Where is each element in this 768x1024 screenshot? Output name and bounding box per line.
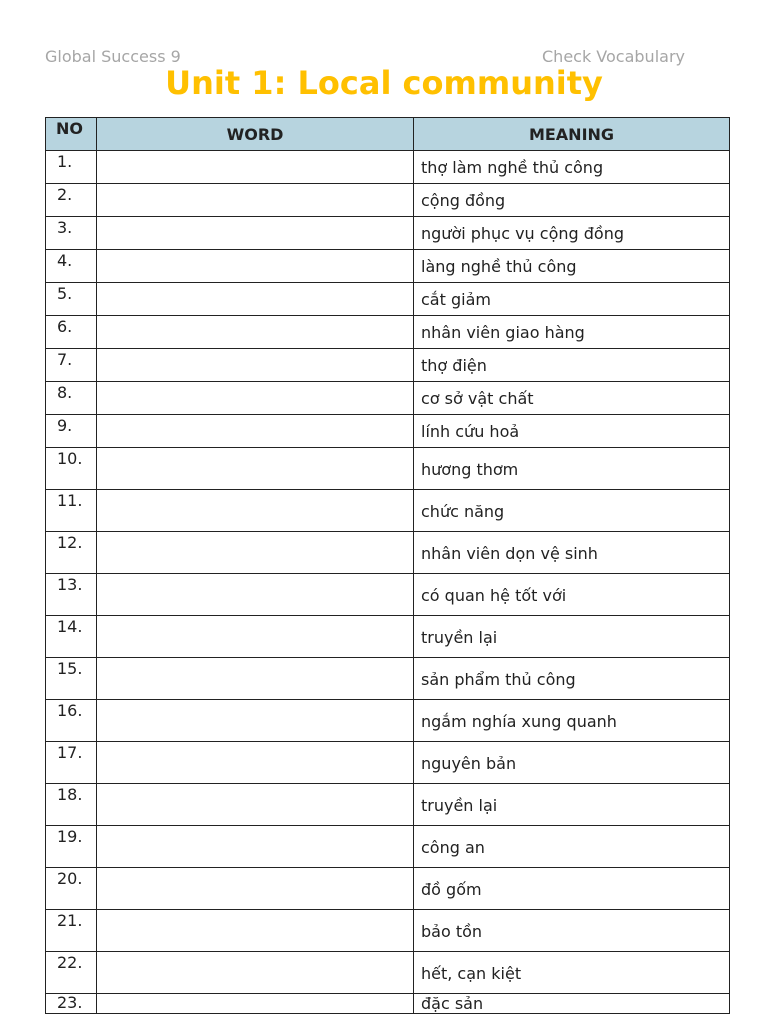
table-row (46, 151, 730, 184)
word-cell[interactable] (97, 184, 414, 217)
table-row (46, 784, 730, 826)
meaning-cell: truyền lại (414, 616, 730, 658)
row-number: 2. (46, 184, 97, 217)
table-row (46, 700, 730, 742)
table-row (46, 868, 730, 910)
word-cell[interactable] (97, 826, 414, 868)
meaning-cell: hết, cạn kiệt (414, 952, 730, 994)
row-number: 18. (46, 784, 97, 826)
row-number: 11. (46, 490, 97, 532)
word-cell[interactable] (97, 217, 414, 250)
word-cell[interactable] (97, 283, 414, 316)
word-cell[interactable] (97, 742, 414, 784)
table-row (46, 910, 730, 952)
word-cell[interactable] (97, 250, 414, 283)
word-cell[interactable] (97, 532, 414, 574)
meaning-cell: có quan hệ tốt với (414, 574, 730, 616)
table-row (46, 250, 730, 283)
row-number: 12. (46, 532, 97, 574)
word-cell[interactable] (97, 700, 414, 742)
course-label: Global Success 9 (45, 47, 181, 66)
word-cell[interactable] (97, 415, 414, 448)
meaning-cell: làng nghề thủ công (414, 250, 730, 283)
row-number: 9. (46, 415, 97, 448)
column-header-meaning: MEANING (414, 118, 730, 151)
row-number: 17. (46, 742, 97, 784)
word-cell[interactable] (97, 316, 414, 349)
table-row (46, 532, 730, 574)
page-title: Unit 1: Local community (165, 64, 603, 102)
table-row (46, 316, 730, 349)
meaning-cell: người phục vụ cộng đồng (414, 217, 730, 250)
table-row (46, 382, 730, 415)
row-number: 1. (46, 151, 97, 184)
row-number: 10. (46, 448, 97, 490)
word-cell[interactable] (97, 658, 414, 700)
table-row (46, 448, 730, 490)
meaning-cell: nguyên bản (414, 742, 730, 784)
word-cell[interactable] (97, 616, 414, 658)
word-cell[interactable] (97, 574, 414, 616)
meaning-cell: đồ gốm (414, 868, 730, 910)
table-row (46, 349, 730, 382)
table-header-row (46, 118, 730, 151)
table-row (46, 283, 730, 316)
meaning-cell: công an (414, 826, 730, 868)
word-cell[interactable] (97, 448, 414, 490)
row-number: 20. (46, 868, 97, 910)
row-number: 14. (46, 616, 97, 658)
row-number: 23. (46, 994, 97, 1014)
row-number: 4. (46, 250, 97, 283)
row-number: 7. (46, 349, 97, 382)
meaning-cell: ngắm nghía xung quanh (414, 700, 730, 742)
meaning-cell: lính cứu hoả (414, 415, 730, 448)
meaning-cell: thợ điện (414, 349, 730, 382)
vocabulary-table (45, 117, 730, 1014)
row-number: 16. (46, 700, 97, 742)
meaning-cell: chức năng (414, 490, 730, 532)
meaning-cell: đặc sản (414, 994, 730, 1014)
row-number: 15. (46, 658, 97, 700)
table-row (46, 616, 730, 658)
word-cell[interactable] (97, 994, 414, 1014)
meaning-cell: bảo tồn (414, 910, 730, 952)
meaning-cell: cơ sở vật chất (414, 382, 730, 415)
table-row (46, 574, 730, 616)
meaning-cell: nhân viên giao hàng (414, 316, 730, 349)
table-row (46, 658, 730, 700)
meaning-cell: cắt giảm (414, 283, 730, 316)
table-row (46, 952, 730, 994)
meaning-cell: hương thơm (414, 448, 730, 490)
row-number: 3. (46, 217, 97, 250)
row-number: 22. (46, 952, 97, 994)
table-row (46, 184, 730, 217)
row-number: 6. (46, 316, 97, 349)
row-number: 19. (46, 826, 97, 868)
row-number: 5. (46, 283, 97, 316)
worksheet-type-label: Check Vocabulary (542, 47, 685, 66)
meaning-cell: truyền lại (414, 784, 730, 826)
word-cell[interactable] (97, 910, 414, 952)
table-row (46, 217, 730, 250)
table-row (46, 826, 730, 868)
word-cell[interactable] (97, 490, 414, 532)
row-number: 8. (46, 382, 97, 415)
word-cell[interactable] (97, 868, 414, 910)
row-number: 21. (46, 910, 97, 952)
word-cell[interactable] (97, 382, 414, 415)
column-header-no: NO (46, 118, 97, 151)
word-cell[interactable] (97, 784, 414, 826)
meaning-cell: thợ làm nghề thủ công (414, 151, 730, 184)
meaning-cell: cộng đồng (414, 184, 730, 217)
word-cell[interactable] (97, 349, 414, 382)
word-cell[interactable] (97, 151, 414, 184)
table-row (46, 415, 730, 448)
row-number: 13. (46, 574, 97, 616)
word-cell[interactable] (97, 952, 414, 994)
column-header-word: WORD (97, 118, 414, 151)
meaning-cell: nhân viên dọn vệ sinh (414, 532, 730, 574)
table-row (46, 742, 730, 784)
table-row (46, 994, 730, 1014)
meaning-cell: sản phẩm thủ công (414, 658, 730, 700)
table-row (46, 490, 730, 532)
